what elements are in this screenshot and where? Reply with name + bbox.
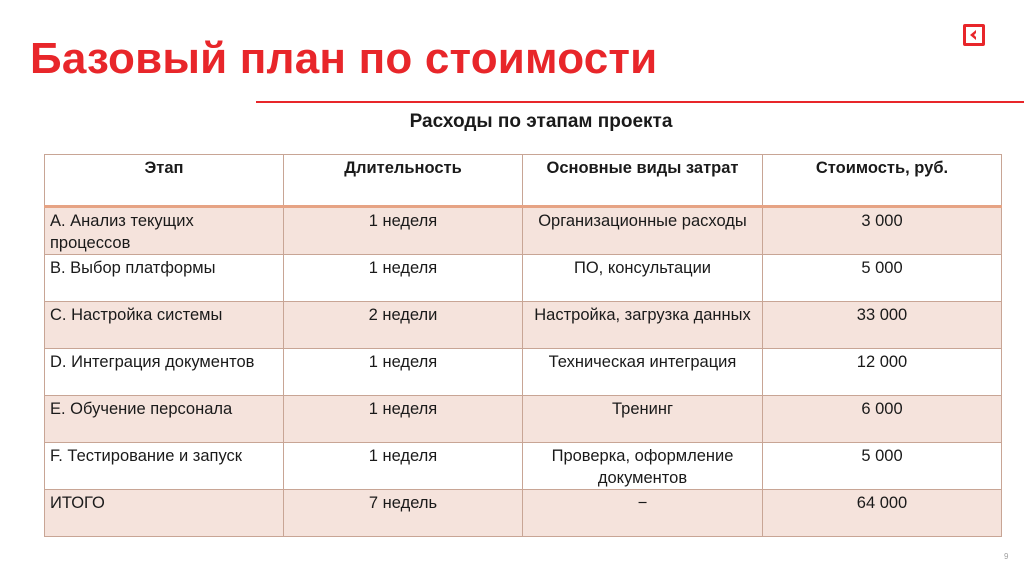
back-arrow-square-icon[interactable]	[963, 24, 985, 46]
cell-price: 5 000	[763, 255, 1002, 302]
cell-stage: B. Выбор платформы	[45, 255, 284, 302]
cell-cost-types: Организационные расходы	[523, 207, 763, 255]
table-row	[45, 349, 1002, 396]
table-row	[45, 207, 1002, 255]
cell-cost-types: Настройка, загрузка данных	[523, 302, 763, 349]
cell-duration: 1 неделя	[284, 396, 523, 443]
slide-title: Базовый план по стоимости	[30, 34, 658, 83]
cell-price: 5 000	[763, 443, 1002, 490]
header-cost-types: Основные виды затрат	[523, 155, 763, 207]
cost-table	[44, 154, 1002, 537]
header-stage: Этап	[45, 155, 284, 207]
cell-price: 64 000	[763, 490, 1002, 537]
cell-cost-types: ПО, консультации	[523, 255, 763, 302]
table-header-row	[45, 155, 1002, 207]
table-row	[45, 302, 1002, 349]
cell-stage: F. Тестирование и запуск	[45, 443, 284, 490]
cell-duration: 1 неделя	[284, 349, 523, 396]
cell-duration: 1 неделя	[284, 207, 523, 255]
cell-price: 6 000	[763, 396, 1002, 443]
cell-duration: 2 недели	[284, 302, 523, 349]
table-row	[45, 396, 1002, 443]
cell-price: 3 000	[763, 207, 1002, 255]
cell-cost-types: Тренинг	[523, 396, 763, 443]
page-number: 9	[1004, 552, 1009, 561]
table-caption: Расходы по этапам проекта	[409, 111, 673, 132]
table-row-total	[45, 490, 1002, 537]
table-row	[45, 255, 1002, 302]
cell-stage: D. Интеграция документов	[45, 349, 284, 396]
header-duration: Длительность	[284, 155, 523, 207]
cell-cost-types: −	[523, 490, 763, 537]
cell-cost-types: Проверка, оформление документов	[523, 443, 763, 490]
table-row	[45, 443, 1002, 490]
arrow-left-icon	[968, 29, 980, 41]
cell-duration: 1 неделя	[284, 443, 523, 490]
cell-stage: E. Обучение персонала	[45, 396, 284, 443]
cell-price: 12 000	[763, 349, 1002, 396]
cell-cost-types: Техническая интеграция	[523, 349, 763, 396]
cell-stage: A. Анализ текущих процессов	[45, 207, 284, 255]
header-price: Стоимость, руб.	[763, 155, 1002, 207]
cell-stage: ИТОГО	[45, 490, 284, 537]
cell-stage: C. Настройка системы	[45, 302, 284, 349]
title-divider	[256, 101, 1024, 103]
cell-duration: 1 неделя	[284, 255, 523, 302]
cell-duration: 7 недель	[284, 490, 523, 537]
cell-price: 33 000	[763, 302, 1002, 349]
